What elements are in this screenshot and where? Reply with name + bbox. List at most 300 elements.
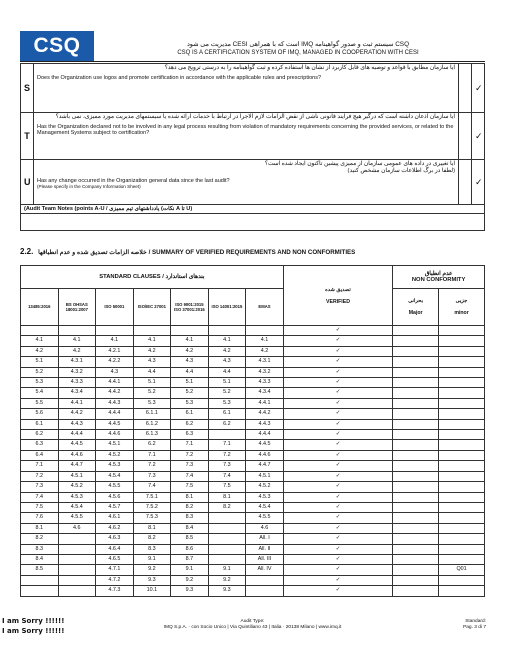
audit-check-mark[interactable]: ✓ xyxy=(472,113,485,160)
clause-cell xyxy=(58,586,96,596)
clause-cell: 7.1 xyxy=(171,440,209,450)
clause-cell: 4.4.2 xyxy=(96,388,134,398)
clause-cell: 4.5.5 xyxy=(58,513,96,523)
clause-cell: 4.5.4 xyxy=(246,502,284,512)
clause-cell: 4.4.7 xyxy=(246,461,284,471)
major-header-fa: بحرانی xyxy=(408,298,424,304)
table-cell[interactable] xyxy=(246,326,284,336)
clause-cell: 4.4.1 xyxy=(58,398,96,408)
clause-cell: 4.1 xyxy=(171,336,209,346)
table-row xyxy=(21,534,485,544)
clause-cell: 5.2 xyxy=(21,367,59,377)
clause-cell: 6.1.2 xyxy=(133,419,171,429)
clause-cell: 4.4.7 xyxy=(58,461,96,471)
nonconformity-header-fa: عدم انطباق xyxy=(424,271,453,277)
nonconformity-cell[interactable] xyxy=(439,482,485,492)
clause-cell: 4.5.3 xyxy=(58,492,96,502)
clause-cell: 4.1 xyxy=(208,336,246,346)
clause-cell: 8.5 xyxy=(171,534,209,544)
clause-cell: 5.6 xyxy=(21,409,59,419)
clause-cell: 4.4.6 xyxy=(246,450,284,460)
nonconformity-cell[interactable]: Q01 xyxy=(439,565,485,575)
audit-notes-area[interactable] xyxy=(21,214,485,231)
verified-check[interactable]: ✓ xyxy=(283,440,392,450)
clause-cell: 7.5.3 xyxy=(133,513,171,523)
clause-cell: 8.2 xyxy=(208,502,246,512)
nonconformity-cell[interactable] xyxy=(439,336,485,346)
verified-header xyxy=(283,266,392,326)
clause-cell xyxy=(21,575,59,585)
clause-cell xyxy=(58,575,96,585)
clause-cell: 4.5.6 xyxy=(96,492,134,502)
table-check-row xyxy=(21,326,485,336)
table-row xyxy=(21,357,485,367)
verified-check[interactable]: ✓ xyxy=(283,575,392,585)
audit-checklist-table xyxy=(20,63,485,231)
nonconformity-cell[interactable] xyxy=(439,367,485,377)
clause-cell: 4.2 xyxy=(58,346,96,356)
clause-cell: 9.2 xyxy=(133,565,171,575)
clause-cell: 4.4.3 xyxy=(246,419,284,429)
std-col-header: EMAS xyxy=(246,289,284,326)
csq-logo: CSQ xyxy=(20,31,94,61)
nonconformity-header xyxy=(393,266,485,289)
clause-cell: 4.5.3 xyxy=(96,461,134,471)
table-row xyxy=(21,565,485,575)
footer-right xyxy=(420,619,486,631)
clause-cell: 4.3 xyxy=(96,367,134,377)
verified-check[interactable]: ✓ xyxy=(283,419,392,429)
audit-question-en: Has the Organization declared not to be involved in any legal process resulting from violation of mandatory requirements concerning the provided services, or related to the Management Systems subject to certification? xyxy=(37,124,454,136)
audit-check-mark[interactable]: ✓ xyxy=(472,160,485,205)
clause-cell: 7.5 xyxy=(21,502,59,512)
std-col-header: 13485:2016 xyxy=(21,289,59,326)
verified-check[interactable]: ✓ xyxy=(283,492,392,502)
clause-cell: 4.4 xyxy=(208,367,246,377)
clause-cell: 8.1 xyxy=(171,492,209,502)
nonconformity-cell[interactable] xyxy=(439,461,485,471)
clause-cell: 7.5.2 xyxy=(133,502,171,512)
nonconformity-cell[interactable] xyxy=(439,575,485,585)
nonconformity-cell[interactable] xyxy=(393,430,439,440)
clause-cell: 8.7 xyxy=(171,554,209,564)
nonconformity-cell[interactable] xyxy=(393,471,439,481)
clause-cell: 6.3 xyxy=(171,430,209,440)
nonconformity-cell[interactable] xyxy=(393,502,439,512)
verified-check[interactable]: ✓ xyxy=(283,367,392,377)
nonconformity-cell[interactable] xyxy=(393,513,439,523)
minor-header xyxy=(439,289,485,326)
clause-cell xyxy=(58,534,96,544)
clause-cell: 4.2 xyxy=(21,346,59,356)
verified-header-en: VERIFIED xyxy=(326,298,350,305)
verified-check[interactable]: ✓ xyxy=(283,398,392,408)
table-row xyxy=(21,554,485,564)
clause-cell xyxy=(208,544,246,554)
clause-cell xyxy=(208,554,246,564)
nonconformity-cell[interactable] xyxy=(393,367,439,377)
header-title-en: CSQ IS A CERTIFICATION SYSTEM OF IMQ, MANAGED IN COOPERATION WITH CESI xyxy=(177,50,419,56)
clause-cell: 4.7.1 xyxy=(96,565,134,575)
clause-cell: 6.2 xyxy=(21,430,59,440)
clause-cell: 7.4 xyxy=(171,471,209,481)
table-row xyxy=(21,419,485,429)
nonconformity-cell[interactable] xyxy=(393,554,439,564)
audit-question-fa: آیا تغییری در داده های عمومی سازمان از ممیزی پیشین تاکنون ایجاد شده است؟ xyxy=(264,161,455,167)
clause-cell: 5.3 xyxy=(208,398,246,408)
clause-cell: 4.5.4 xyxy=(58,502,96,512)
audit-check-mark[interactable]: ✓ xyxy=(472,64,485,113)
requirements-table xyxy=(20,265,485,597)
verified-check[interactable]: ✓ xyxy=(283,565,392,575)
table-row xyxy=(21,378,485,388)
std-col-header: ISO 9001:2015 ISO 37001:2016 xyxy=(171,289,209,326)
nonconformity-cell[interactable] xyxy=(393,482,439,492)
nonconformity-cell[interactable] xyxy=(393,409,439,419)
minor-header-en: minor xyxy=(454,310,469,316)
clause-cell: 4.3 xyxy=(208,357,246,367)
table-row xyxy=(21,575,485,585)
clause-cell: 7.5 xyxy=(171,482,209,492)
clause-cell: 4.6.2 xyxy=(96,523,134,533)
table-cell[interactable] xyxy=(96,326,134,336)
table-row xyxy=(21,388,485,398)
clause-cell xyxy=(58,554,96,564)
audit-question-note: (Please specify in the Company Information Sheet) xyxy=(37,184,141,189)
clause-cell: 4.4.2 xyxy=(246,409,284,419)
clause-cell: 4.3.3 xyxy=(246,378,284,388)
clause-cell: 4.4 xyxy=(171,367,209,377)
footer-page-number: Pag. 3 di 7 xyxy=(463,625,486,630)
clause-cell: 4.6.1 xyxy=(96,513,134,523)
audit-question-en: Has any change occurred in the Organization general data since the last audit? xyxy=(37,178,230,184)
clause-cell: 7.4 xyxy=(21,492,59,502)
clause-cell: 5.5 xyxy=(21,398,59,408)
clause-cell: 4.5.4 xyxy=(96,471,134,481)
clause-cell xyxy=(208,513,246,523)
nonconformity-cell[interactable] xyxy=(393,398,439,408)
nonconformity-cell[interactable] xyxy=(393,336,439,346)
clause-cell: 6.1 xyxy=(21,419,59,429)
clause-cell: 9.3 xyxy=(208,586,246,596)
major-header-en: Major xyxy=(408,310,423,316)
clause-cell: 4.2.2 xyxy=(96,357,134,367)
table-cell[interactable] xyxy=(21,326,59,336)
nonconformity-cell[interactable] xyxy=(439,492,485,502)
table-cell[interactable] xyxy=(208,326,246,336)
audit-letter: U xyxy=(21,160,34,205)
clause-cell: 8.6 xyxy=(171,544,209,554)
nonconformity-cell[interactable] xyxy=(439,357,485,367)
clause-cell: 5.2 xyxy=(133,388,171,398)
clause-cell: 4.4.6 xyxy=(96,430,134,440)
footer-audit-type: Audit Type: xyxy=(240,619,265,624)
table-row xyxy=(21,502,485,512)
nonconformity-cell[interactable] xyxy=(439,378,485,388)
clause-cell: 10.1 xyxy=(133,586,171,596)
clause-cell: 9.1 xyxy=(208,565,246,575)
clause-cell: 8.2 xyxy=(21,534,59,544)
clause-cell: 4.5.3 xyxy=(246,492,284,502)
audit-question-fa: آیا سازمان اذعان داشته است که درگیر هیچ فرایند قانونی ناشی از نقض الزامات لازم الاجرا در ارتباط با خدمات ارائه شده یا سیستمهای مدیریت مورد ممیزی، نمی باشد؟ xyxy=(55,114,455,120)
clause-cell: All. IV xyxy=(246,565,284,575)
clause-cell: 7.1 xyxy=(21,461,59,471)
audit-notes-blank[interactable] xyxy=(21,214,485,231)
clause-cell: 7.3 xyxy=(21,482,59,492)
clause-cell: 8.1 xyxy=(21,523,59,533)
nonconformity-cell[interactable] xyxy=(439,430,485,440)
nonconformity-cell[interactable] xyxy=(393,565,439,575)
clause-cell xyxy=(208,430,246,440)
clause-cell: 7.2 xyxy=(171,450,209,460)
clause-cell: 4.4.1 xyxy=(246,398,284,408)
nonconformity-cell[interactable] xyxy=(439,388,485,398)
clause-cell: 4.3 xyxy=(133,357,171,367)
clause-cell: 8.4 xyxy=(21,554,59,564)
verified-check[interactable]: ✓ xyxy=(283,471,392,481)
clause-cell: 7.4 xyxy=(208,471,246,481)
clause-cell: 8.3 xyxy=(133,544,171,554)
clause-cell: 4.4.2 xyxy=(58,409,96,419)
clause-cell: 4.3.3 xyxy=(58,378,96,388)
table-row xyxy=(21,409,485,419)
clause-cell: 4.3.4 xyxy=(58,388,96,398)
clause-cell: 9.1 xyxy=(133,554,171,564)
nonconformity-cell[interactable] xyxy=(439,534,485,544)
audit-question-fa-note: (لطفا در برگ اطلاعات سازمان مشخص کنید) xyxy=(347,168,455,174)
nonconformity-cell[interactable] xyxy=(393,346,439,356)
table-row xyxy=(21,523,485,533)
clause-cell: 7.1 xyxy=(133,450,171,460)
verified-check-all[interactable]: ✓ xyxy=(283,326,392,336)
clause-cell: 8.5 xyxy=(21,565,59,575)
clause-cell: 7.1 xyxy=(208,440,246,450)
std-col-header: ISO 14001:2015 xyxy=(208,289,246,326)
clause-cell: 7.3 xyxy=(133,471,171,481)
table-row xyxy=(21,492,485,502)
nonconformity-cell[interactable] xyxy=(393,544,439,554)
verified-check[interactable]: ✓ xyxy=(283,357,392,367)
clause-cell: 6.1.1 xyxy=(133,409,171,419)
verified-check[interactable]: ✓ xyxy=(283,482,392,492)
clause-cell: 4.4.4 xyxy=(58,430,96,440)
verified-check[interactable]: ✓ xyxy=(283,346,392,356)
clause-cell: 5.2 xyxy=(208,388,246,398)
clause-cell: 4.4.1 xyxy=(96,378,134,388)
clause-cell: 4.5.1 xyxy=(58,471,96,481)
nonconformity-cell[interactable] xyxy=(393,388,439,398)
clause-cell: 6.2 xyxy=(208,419,246,429)
clause-cell: 5.3 xyxy=(133,398,171,408)
nonconformity-cell[interactable] xyxy=(439,523,485,533)
clause-cell: 7.2 xyxy=(21,471,59,481)
clause-cell: 5.1 xyxy=(133,378,171,388)
clause-cell: 5.1 xyxy=(21,357,59,367)
verified-check[interactable]: ✓ xyxy=(283,502,392,512)
audit-check-cell[interactable] xyxy=(459,64,472,113)
nonconformity-cell[interactable] xyxy=(439,554,485,564)
nonconformity-cell[interactable] xyxy=(439,586,485,596)
clause-cell: 4.2 xyxy=(133,346,171,356)
clause-cell xyxy=(246,586,284,596)
footer-company: IMQ S.p.A. · con Socio Unico | Via Quintiliano 43 | Italia · 20138 Milano | www.imq.it xyxy=(163,625,342,630)
clause-cell: 4.5.2 xyxy=(96,450,134,460)
clause-cell: 6.3 xyxy=(21,440,59,450)
clause-cell: 4.5.7 xyxy=(96,502,134,512)
footer-center xyxy=(120,619,385,631)
nonconformity-cell[interactable] xyxy=(393,534,439,544)
audit-notes-row xyxy=(21,205,485,214)
table-row xyxy=(21,430,485,440)
std-col-header: BS OHSAS 18001:2007 xyxy=(58,289,96,326)
nonconformity-cell[interactable] xyxy=(439,502,485,512)
verified-check[interactable]: ✓ xyxy=(283,544,392,554)
clause-cell: All. I xyxy=(246,534,284,544)
nonconformity-cell[interactable] xyxy=(439,471,485,481)
nonconformity-cell[interactable] xyxy=(393,357,439,367)
table-row xyxy=(21,367,485,377)
clause-cell: 8.2 xyxy=(133,534,171,544)
clause-cell: 4.4.5 xyxy=(246,440,284,450)
nonconformity-cell[interactable] xyxy=(439,398,485,408)
clause-cell: 7.3 xyxy=(208,461,246,471)
table-cell[interactable] xyxy=(439,326,485,336)
clause-cell: 4.4.3 xyxy=(58,419,96,429)
clause-cell: 4.1 xyxy=(246,336,284,346)
table-row xyxy=(21,586,485,596)
table-row xyxy=(21,336,485,346)
major-header xyxy=(393,289,439,326)
verified-check[interactable]: ✓ xyxy=(283,378,392,388)
clause-cell: 8.1 xyxy=(208,492,246,502)
minor-header-fa: جزیی xyxy=(455,298,468,304)
table-cell[interactable] xyxy=(171,326,209,336)
clause-cell: 4.2 xyxy=(246,346,284,356)
table-row xyxy=(21,544,485,554)
clause-cell: 4.5.2 xyxy=(246,482,284,492)
verified-check[interactable]: ✓ xyxy=(283,586,392,596)
nonconformity-cell[interactable] xyxy=(393,586,439,596)
clause-cell: 5.1 xyxy=(208,378,246,388)
clause-cell: 4.3.4 xyxy=(246,388,284,398)
verified-check[interactable]: ✓ xyxy=(283,336,392,346)
nonconformity-cell[interactable] xyxy=(439,544,485,554)
audit-question-fa: آیا سازمان مطابق با قواعد و توصیه های قابل کاربرد از نشان ها استفاده کرده و ثبت گواهینامه را به درستی ترویج می دهد؟ xyxy=(164,65,455,71)
nonconformity-cell[interactable] xyxy=(439,419,485,429)
clause-cell: 4.3.2 xyxy=(246,367,284,377)
clause-cell: 7.2 xyxy=(208,450,246,460)
nonconformity-cell[interactable] xyxy=(393,419,439,429)
nonconformity-cell[interactable] xyxy=(393,450,439,460)
audit-check-cell[interactable] xyxy=(459,113,472,160)
verified-check[interactable]: ✓ xyxy=(283,523,392,533)
nonconformity-cell[interactable] xyxy=(439,409,485,419)
clause-cell: 7.4 xyxy=(133,482,171,492)
clause-cell: 4.3 xyxy=(171,357,209,367)
table-cell[interactable] xyxy=(393,326,439,336)
verified-check[interactable]: ✓ xyxy=(283,554,392,564)
clause-cell: 8.1 xyxy=(133,523,171,533)
clause-cell: 6.4 xyxy=(21,450,59,460)
clause-cell: 6.1 xyxy=(208,409,246,419)
clause-cell: 5.3 xyxy=(21,378,59,388)
clause-cell xyxy=(58,544,96,554)
table-row xyxy=(21,461,485,471)
clause-cell: 4.6.4 xyxy=(96,544,134,554)
table-row xyxy=(21,398,485,408)
verified-check[interactable]: ✓ xyxy=(283,409,392,419)
clause-cell: 4.4.5 xyxy=(58,440,96,450)
nonconformity-cell[interactable] xyxy=(439,440,485,450)
clause-cell: 4.4.5 xyxy=(96,419,134,429)
table-cell[interactable] xyxy=(58,326,96,336)
nonconformity-cell[interactable] xyxy=(393,523,439,533)
clause-cell: 4.4.3 xyxy=(96,398,134,408)
clause-cell: 7.5.1 xyxy=(133,492,171,502)
clause-cell: 8.3 xyxy=(171,513,209,523)
clause-cell: 4.2 xyxy=(208,346,246,356)
nonconformity-cell[interactable] xyxy=(393,461,439,471)
verified-check[interactable]: ✓ xyxy=(283,513,392,523)
clause-cell: 4.1 xyxy=(133,336,171,346)
overlay-text: I am Sorry !!!!!! xyxy=(2,617,65,625)
nonconformity-cell[interactable] xyxy=(393,378,439,388)
clause-cell: 8.3 xyxy=(21,544,59,554)
nonconformity-cell[interactable] xyxy=(439,450,485,460)
clause-cell: 5.1 xyxy=(171,378,209,388)
clause-cell: 7.5 xyxy=(208,482,246,492)
clause-cell: 4.4 xyxy=(133,367,171,377)
clause-cell: 5.2 xyxy=(171,388,209,398)
nonconformity-cell[interactable] xyxy=(393,440,439,450)
table-cell[interactable] xyxy=(133,326,171,336)
nonconformity-cell[interactable] xyxy=(393,492,439,502)
clause-cell: 6.2 xyxy=(133,440,171,450)
audit-letter: T xyxy=(21,113,34,160)
clause-cell: 9.2 xyxy=(171,575,209,585)
footer-standard: Standard: xyxy=(465,619,486,624)
verified-check[interactable]: ✓ xyxy=(283,461,392,471)
audit-check-cell[interactable] xyxy=(459,160,472,205)
clause-cell xyxy=(246,575,284,585)
nonconformity-cell[interactable] xyxy=(393,575,439,585)
table-row xyxy=(21,440,485,450)
verified-check[interactable]: ✓ xyxy=(283,450,392,460)
verified-check[interactable]: ✓ xyxy=(283,430,392,440)
clause-cell: 9.3 xyxy=(133,575,171,585)
audit-row-u xyxy=(21,160,485,205)
audit-notes-label: (Audit Team Notes (points A-U / یادداشتهای تیم ممیزی (نکات A تا U) xyxy=(21,205,485,214)
nonconformity-cell[interactable] xyxy=(439,346,485,356)
verified-check[interactable]: ✓ xyxy=(283,388,392,398)
verified-check[interactable]: ✓ xyxy=(283,534,392,544)
clause-cell: 4.3.1 xyxy=(58,357,96,367)
clause-cell: 7.2 xyxy=(133,461,171,471)
clause-cell xyxy=(21,586,59,596)
table-row xyxy=(21,513,485,523)
clause-cell: 4.6 xyxy=(58,523,96,533)
clause-cell: 4.2.1 xyxy=(96,346,134,356)
section-title-en: / SUMMARY OF VERIFIED REQUIREMENTS AND NON CONFORMITIES xyxy=(148,249,356,256)
clause-cell: 9.3 xyxy=(171,586,209,596)
nonconformity-cell[interactable] xyxy=(439,513,485,523)
clause-cell: All. II xyxy=(246,544,284,554)
clause-cell: 4.5.1 xyxy=(246,471,284,481)
audit-letter: S xyxy=(21,64,34,113)
table-row xyxy=(21,346,485,356)
clause-cell: 5.4 xyxy=(21,388,59,398)
clause-cell: 5.3 xyxy=(171,398,209,408)
